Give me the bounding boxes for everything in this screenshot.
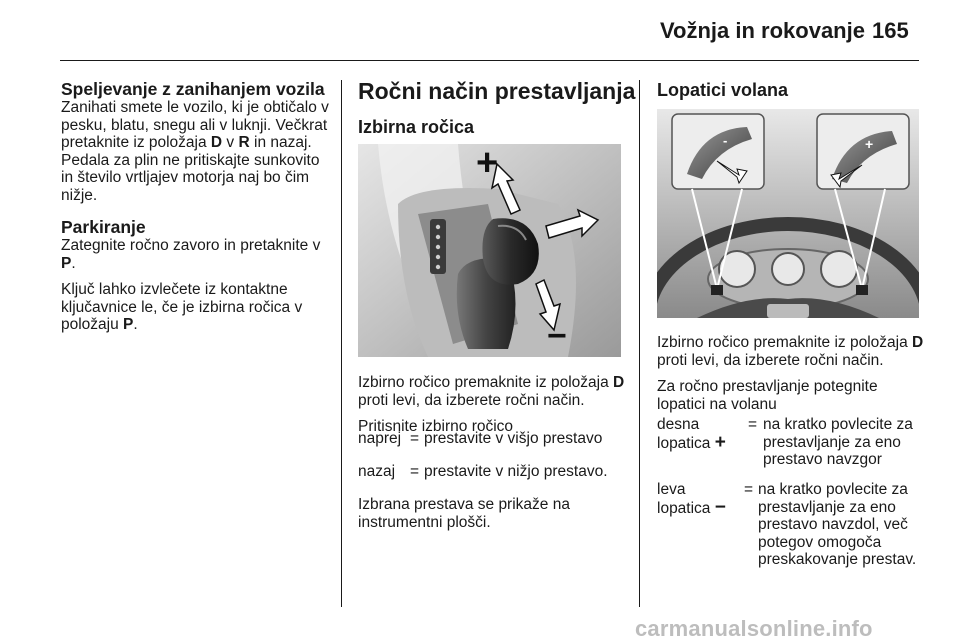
paragraph-pull-paddles: Za ročno prestavljanje potegnite lopatici na volanu <box>657 378 878 413</box>
svg-text:+: + <box>865 136 874 152</box>
section-title-paddles: Lopatici volana <box>657 80 789 100</box>
column-divider-left <box>341 80 342 607</box>
definition-right-paddle: na kratko povlecite za prestavljanje za eno prestavo navzgor <box>763 416 913 468</box>
svg-text:-: - <box>723 133 728 148</box>
paragraph-move-selector: Izbirno ročico premaknite iz položaja D proti levi, da izberete ročni način. <box>358 374 625 409</box>
section-heading-rocking: Speljevanje z zanihanjem vozila <box>61 79 325 99</box>
plus-icon: + <box>714 431 726 453</box>
term-left-paddle-text: leva lopatica <box>657 481 711 517</box>
steering-wheel-illustration <box>657 109 919 318</box>
page-header-title: Vožnja in rokovanje <box>660 18 865 43</box>
definition-row-left-paddle <box>657 481 927 591</box>
term-back: nazaj <box>358 463 396 480</box>
equals-sign: = <box>410 430 420 447</box>
equals-sign: = <box>744 481 754 498</box>
paragraph-gear-display: Izbrana prestava se prikaže na instrumentni plošči. <box>358 496 570 531</box>
equals-sign: = <box>410 463 420 480</box>
minus-sign-label: − <box>547 317 567 355</box>
paragraph-press-selector: Pritisnite izbirno ročico <box>358 418 514 435</box>
paragraph-parking-1: Zategnite ročno zavoro in pretaknite v P. <box>61 237 321 272</box>
term-right-paddle-text: desna lopatica <box>657 416 711 452</box>
selector-lever-image <box>358 144 621 357</box>
header-divider <box>60 60 919 61</box>
page-number: 165 <box>872 18 909 43</box>
watermark: carmanualsonline.info <box>635 616 873 641</box>
section-title-manual: Ročni način prestavljanja <box>358 78 636 104</box>
term-right-paddle <box>657 416 737 452</box>
term-left-paddle <box>657 481 737 517</box>
paragraph-parking-2: Ključ lahko izvlečete iz kontaktne ključavnice le, če je izbirna ročica v položaju P. <box>61 281 303 333</box>
minus-icon: − <box>714 496 726 518</box>
definition-row-right-paddle <box>657 416 927 476</box>
right-text <box>657 334 927 422</box>
definition-forward: prestavite v višjo prestavo <box>424 430 603 447</box>
steering-paddles-image <box>657 109 919 318</box>
section-heading-parking: Parkiranje <box>61 217 146 237</box>
paragraph-rocking: Zanihati smete le vozilo, ki je obtičalo v pesku, blatu, snegu ali v luknji. Večkrat pretaknite iz položaja D v R in nazaj. Pedala za plin ne pritiskajte sunkovito in število vrtljajev motorja naj bo čim nižje. <box>61 99 329 204</box>
paragraph-move-selector-2: Izbirno ročico premaknite iz položaja D proti levi, da izberete ročni način. <box>657 334 924 369</box>
subsection-title-selector: Izbirna ročica <box>358 117 475 137</box>
definition-back: prestavite v nižjo prestavo. <box>424 463 608 480</box>
left-column <box>61 80 331 343</box>
equals-sign: = <box>748 416 758 433</box>
right-definitions <box>657 416 927 596</box>
term-forward: naprej <box>358 430 402 447</box>
middle-definitions <box>358 430 628 490</box>
plus-sign-label: + <box>476 144 499 184</box>
column-divider-right <box>639 80 640 607</box>
definition-left-paddle: na kratko povlecite za prestavljanje za eno prestavo navzdol, več potegov omogoča preskakovanje prestav. <box>758 481 917 568</box>
